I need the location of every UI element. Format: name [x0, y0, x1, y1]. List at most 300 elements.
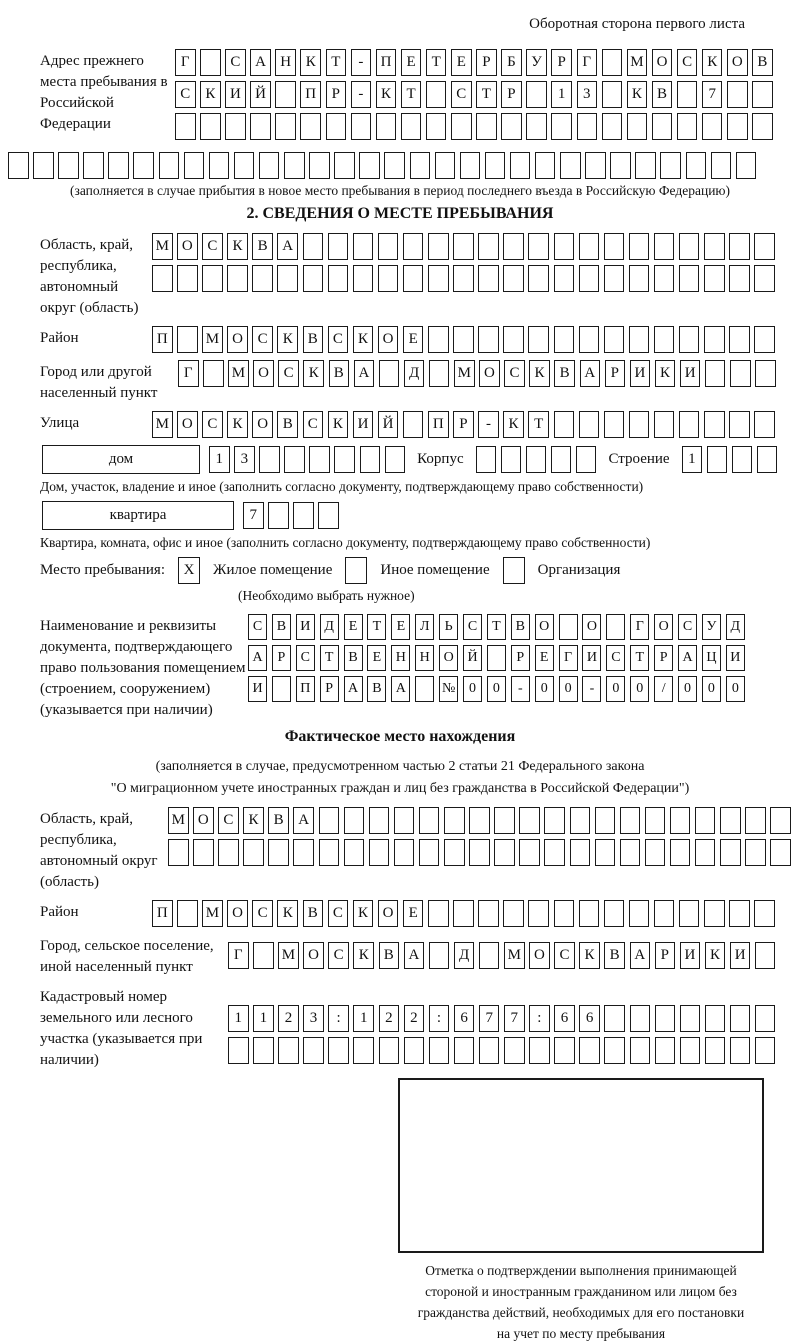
char-box[interactable]: А: [344, 676, 363, 702]
char-box[interactable]: С: [328, 942, 349, 969]
char-box[interactable]: [268, 502, 289, 529]
char-box[interactable]: [344, 839, 365, 866]
char-box[interactable]: Д: [454, 942, 475, 969]
char-box[interactable]: И: [680, 360, 701, 387]
char-box[interactable]: [570, 839, 591, 866]
char-box[interactable]: [469, 839, 490, 866]
char-box[interactable]: В: [752, 49, 773, 76]
char-box[interactable]: Й: [378, 411, 399, 438]
char-box[interactable]: В: [272, 614, 291, 640]
char-box[interactable]: [629, 900, 650, 927]
char-box[interactable]: О: [177, 233, 198, 260]
char-box[interactable]: [554, 411, 575, 438]
char-box[interactable]: [560, 152, 581, 179]
char-box[interactable]: [384, 152, 405, 179]
char-box[interactable]: [528, 326, 549, 353]
char-box[interactable]: [202, 265, 223, 292]
char-box[interactable]: К: [529, 360, 550, 387]
char-box[interactable]: [577, 113, 598, 140]
char-box[interactable]: 3: [577, 81, 598, 108]
char-box[interactable]: Н: [275, 49, 296, 76]
char-box[interactable]: [629, 233, 650, 260]
char-box[interactable]: В: [252, 233, 273, 260]
char-box[interactable]: [727, 81, 748, 108]
char-box[interactable]: М: [152, 411, 173, 438]
char-box[interactable]: [704, 326, 725, 353]
char-box[interactable]: [705, 360, 726, 387]
char-box[interactable]: [754, 900, 775, 927]
char-box[interactable]: [453, 326, 474, 353]
char-box[interactable]: [501, 446, 522, 473]
char-box[interactable]: [554, 900, 575, 927]
char-box[interactable]: [478, 900, 499, 927]
char-box[interactable]: 7: [702, 81, 723, 108]
char-box[interactable]: А: [248, 645, 267, 671]
char-box[interactable]: [428, 265, 449, 292]
char-box[interactable]: №: [439, 676, 458, 702]
char-box[interactable]: А: [630, 942, 651, 969]
char-box[interactable]: [679, 233, 700, 260]
char-box[interactable]: [705, 1005, 726, 1032]
char-box[interactable]: М: [278, 942, 299, 969]
char-box[interactable]: [730, 1037, 751, 1064]
char-box[interactable]: Т: [476, 81, 497, 108]
char-box[interactable]: [243, 839, 264, 866]
char-box[interactable]: Т: [528, 411, 549, 438]
char-box[interactable]: [729, 326, 750, 353]
char-box[interactable]: [654, 326, 675, 353]
char-box[interactable]: Р: [320, 676, 339, 702]
char-box[interactable]: [58, 152, 79, 179]
char-box[interactable]: [435, 152, 456, 179]
char-box[interactable]: Й: [463, 645, 482, 671]
char-box[interactable]: О: [529, 942, 550, 969]
char-box[interactable]: [529, 1037, 550, 1064]
char-box[interactable]: [303, 265, 324, 292]
char-box[interactable]: [579, 326, 600, 353]
char-box[interactable]: -: [511, 676, 530, 702]
char-box[interactable]: [754, 265, 775, 292]
char-box[interactable]: [754, 326, 775, 353]
char-box[interactable]: 7: [504, 1005, 525, 1032]
char-box[interactable]: [293, 502, 314, 529]
char-box[interactable]: 1: [682, 446, 703, 473]
char-box[interactable]: [732, 446, 753, 473]
char-box[interactable]: [478, 326, 499, 353]
char-box[interactable]: 0: [487, 676, 506, 702]
char-box[interactable]: А: [293, 807, 314, 834]
char-box[interactable]: 1: [253, 1005, 274, 1032]
char-box[interactable]: С: [328, 326, 349, 353]
char-box[interactable]: [453, 900, 474, 927]
char-box[interactable]: С: [202, 233, 223, 260]
char-box[interactable]: Г: [228, 942, 249, 969]
char-box[interactable]: [379, 360, 400, 387]
char-box[interactable]: [272, 676, 291, 702]
char-box[interactable]: М: [202, 900, 223, 927]
char-box[interactable]: [604, 411, 625, 438]
char-box[interactable]: Р: [453, 411, 474, 438]
char-box[interactable]: [579, 265, 600, 292]
char-box[interactable]: О: [439, 645, 458, 671]
char-box[interactable]: К: [353, 900, 374, 927]
char-box[interactable]: [369, 839, 390, 866]
char-box[interactable]: О: [535, 614, 554, 640]
char-box[interactable]: 0: [702, 676, 721, 702]
char-box[interactable]: [585, 152, 606, 179]
char-box[interactable]: 2: [278, 1005, 299, 1032]
char-box[interactable]: [570, 807, 591, 834]
char-box[interactable]: С: [303, 411, 324, 438]
char-box[interactable]: [378, 265, 399, 292]
char-box[interactable]: К: [579, 942, 600, 969]
char-box[interactable]: С: [606, 645, 625, 671]
char-box[interactable]: [479, 942, 500, 969]
char-box[interactable]: К: [227, 233, 248, 260]
char-box[interactable]: С: [278, 360, 299, 387]
char-box[interactable]: [460, 152, 481, 179]
char-box[interactable]: С: [175, 81, 196, 108]
char-box[interactable]: А: [580, 360, 601, 387]
char-box[interactable]: П: [428, 411, 449, 438]
char-box[interactable]: 3: [303, 1005, 324, 1032]
char-box[interactable]: [469, 807, 490, 834]
char-box[interactable]: О: [252, 411, 273, 438]
char-box[interactable]: О: [582, 614, 601, 640]
char-box[interactable]: А: [404, 942, 425, 969]
char-box[interactable]: К: [705, 942, 726, 969]
char-box[interactable]: [379, 1037, 400, 1064]
char-box[interactable]: 0: [463, 676, 482, 702]
char-box[interactable]: [645, 839, 666, 866]
char-box[interactable]: [394, 839, 415, 866]
char-box[interactable]: [635, 152, 656, 179]
char-box[interactable]: [268, 839, 289, 866]
char-box[interactable]: [328, 1037, 349, 1064]
char-box[interactable]: [376, 113, 397, 140]
char-box[interactable]: К: [243, 807, 264, 834]
char-box[interactable]: [83, 152, 104, 179]
char-box[interactable]: К: [627, 81, 648, 108]
char-box[interactable]: [253, 942, 274, 969]
char-box[interactable]: Ц: [702, 645, 721, 671]
char-box[interactable]: [729, 411, 750, 438]
char-box[interactable]: [503, 233, 524, 260]
char-box[interactable]: С: [252, 900, 273, 927]
char-box[interactable]: [426, 81, 447, 108]
char-box[interactable]: И: [225, 81, 246, 108]
char-box[interactable]: В: [303, 900, 324, 927]
char-box[interactable]: [415, 676, 434, 702]
char-box[interactable]: [679, 265, 700, 292]
char-box[interactable]: Е: [391, 614, 410, 640]
char-box[interactable]: [360, 446, 381, 473]
char-box[interactable]: [754, 411, 775, 438]
char-box[interactable]: И: [296, 614, 315, 640]
char-box[interactable]: [695, 807, 716, 834]
char-box[interactable]: [275, 81, 296, 108]
char-box[interactable]: [559, 614, 578, 640]
char-box[interactable]: [209, 152, 230, 179]
char-box[interactable]: Т: [487, 614, 506, 640]
char-box[interactable]: С: [252, 326, 273, 353]
char-box[interactable]: 6: [554, 1005, 575, 1032]
char-box[interactable]: [679, 411, 700, 438]
char-box[interactable]: М: [228, 360, 249, 387]
char-box[interactable]: С: [677, 49, 698, 76]
char-box[interactable]: [755, 1005, 776, 1032]
char-box[interactable]: В: [379, 942, 400, 969]
char-box[interactable]: :: [328, 1005, 349, 1032]
char-box[interactable]: [259, 152, 280, 179]
char-box[interactable]: [359, 152, 380, 179]
char-box[interactable]: В: [367, 676, 386, 702]
char-box[interactable]: [253, 1037, 274, 1064]
char-box[interactable]: [711, 152, 732, 179]
char-box[interactable]: 6: [454, 1005, 475, 1032]
char-box[interactable]: [554, 233, 575, 260]
char-box[interactable]: Р: [655, 942, 676, 969]
char-box[interactable]: [277, 265, 298, 292]
char-box[interactable]: С: [328, 900, 349, 927]
char-box[interactable]: С: [218, 807, 239, 834]
char-box[interactable]: [645, 807, 666, 834]
char-box[interactable]: [752, 81, 773, 108]
char-box[interactable]: [177, 326, 198, 353]
organization-checkbox[interactable]: [503, 557, 525, 584]
char-box[interactable]: [175, 113, 196, 140]
char-box[interactable]: М: [504, 942, 525, 969]
char-box[interactable]: [729, 233, 750, 260]
char-box[interactable]: С: [463, 614, 482, 640]
char-box[interactable]: Т: [367, 614, 386, 640]
char-box[interactable]: [770, 839, 791, 866]
char-box[interactable]: [704, 233, 725, 260]
char-box[interactable]: [519, 839, 540, 866]
char-box[interactable]: [655, 1005, 676, 1032]
char-box[interactable]: [629, 326, 650, 353]
char-box[interactable]: [554, 326, 575, 353]
char-box[interactable]: 0: [678, 676, 697, 702]
char-box[interactable]: [604, 233, 625, 260]
char-box[interactable]: Й: [250, 81, 271, 108]
char-box[interactable]: [168, 839, 189, 866]
char-box[interactable]: О: [303, 942, 324, 969]
char-box[interactable]: Г: [559, 645, 578, 671]
char-box[interactable]: [293, 839, 314, 866]
char-box[interactable]: [629, 265, 650, 292]
char-box[interactable]: Р: [511, 645, 530, 671]
char-box[interactable]: [303, 1037, 324, 1064]
char-box[interactable]: [501, 113, 522, 140]
char-box[interactable]: Ь: [439, 614, 458, 640]
char-box[interactable]: [152, 265, 173, 292]
char-box[interactable]: [579, 900, 600, 927]
char-box[interactable]: [677, 113, 698, 140]
char-box[interactable]: О: [479, 360, 500, 387]
char-box[interactable]: [369, 807, 390, 834]
char-box[interactable]: [730, 1005, 751, 1032]
char-box[interactable]: К: [300, 49, 321, 76]
char-box[interactable]: 7: [479, 1005, 500, 1032]
char-box[interactable]: Г: [577, 49, 598, 76]
char-box[interactable]: [579, 411, 600, 438]
char-box[interactable]: [479, 1037, 500, 1064]
char-box[interactable]: Д: [726, 614, 745, 640]
char-box[interactable]: К: [200, 81, 221, 108]
char-box[interactable]: [704, 265, 725, 292]
char-box[interactable]: Р: [501, 81, 522, 108]
char-box[interactable]: Р: [605, 360, 626, 387]
char-box[interactable]: В: [344, 645, 363, 671]
char-box[interactable]: [604, 265, 625, 292]
char-box[interactable]: [33, 152, 54, 179]
char-box[interactable]: [353, 265, 374, 292]
char-box[interactable]: О: [177, 411, 198, 438]
char-box[interactable]: [602, 49, 623, 76]
char-box[interactable]: Н: [391, 645, 410, 671]
char-box[interactable]: П: [152, 326, 173, 353]
char-box[interactable]: [704, 900, 725, 927]
char-box[interactable]: [328, 233, 349, 260]
char-box[interactable]: [478, 265, 499, 292]
char-box[interactable]: [526, 446, 547, 473]
char-box[interactable]: [755, 360, 776, 387]
char-box[interactable]: К: [328, 411, 349, 438]
char-box[interactable]: [177, 900, 198, 927]
char-box[interactable]: У: [702, 614, 721, 640]
char-box[interactable]: Р: [654, 645, 673, 671]
char-box[interactable]: Р: [476, 49, 497, 76]
char-box[interactable]: Е: [403, 900, 424, 927]
char-box[interactable]: О: [227, 900, 248, 927]
char-box[interactable]: [503, 326, 524, 353]
char-box[interactable]: [428, 233, 449, 260]
char-box[interactable]: И: [582, 645, 601, 671]
char-box[interactable]: -: [351, 49, 372, 76]
char-box[interactable]: [200, 113, 221, 140]
char-box[interactable]: [679, 900, 700, 927]
char-box[interactable]: 1: [551, 81, 572, 108]
char-box[interactable]: [595, 839, 616, 866]
char-box[interactable]: [604, 326, 625, 353]
char-box[interactable]: [184, 152, 205, 179]
char-box[interactable]: П: [152, 900, 173, 927]
char-box[interactable]: [252, 265, 273, 292]
char-box[interactable]: [720, 839, 741, 866]
char-box[interactable]: К: [503, 411, 524, 438]
char-box[interactable]: [300, 113, 321, 140]
char-box[interactable]: [444, 807, 465, 834]
char-box[interactable]: Е: [401, 49, 422, 76]
char-box[interactable]: [677, 81, 698, 108]
char-box[interactable]: [318, 502, 339, 529]
char-box[interactable]: [729, 900, 750, 927]
char-box[interactable]: [319, 839, 340, 866]
char-box[interactable]: Е: [451, 49, 472, 76]
char-box[interactable]: [745, 839, 766, 866]
char-box[interactable]: [595, 807, 616, 834]
char-box[interactable]: [770, 807, 791, 834]
char-box[interactable]: [610, 152, 631, 179]
char-box[interactable]: Т: [401, 81, 422, 108]
char-box[interactable]: [419, 807, 440, 834]
char-box[interactable]: В: [303, 326, 324, 353]
char-box[interactable]: К: [303, 360, 324, 387]
char-box[interactable]: В: [329, 360, 350, 387]
other-premises-checkbox[interactable]: [345, 557, 367, 584]
char-box[interactable]: [426, 113, 447, 140]
char-box[interactable]: 1: [353, 1005, 374, 1032]
char-box[interactable]: И: [680, 942, 701, 969]
char-box[interactable]: [444, 839, 465, 866]
char-box[interactable]: [451, 113, 472, 140]
char-box[interactable]: [730, 360, 751, 387]
char-box[interactable]: О: [654, 614, 673, 640]
char-box[interactable]: [303, 233, 324, 260]
char-box[interactable]: [579, 233, 600, 260]
char-box[interactable]: [326, 113, 347, 140]
char-box[interactable]: [259, 446, 280, 473]
char-box[interactable]: [476, 113, 497, 140]
char-box[interactable]: О: [193, 807, 214, 834]
char-box[interactable]: [695, 839, 716, 866]
char-box[interactable]: [528, 265, 549, 292]
char-box[interactable]: [453, 233, 474, 260]
char-box[interactable]: [679, 326, 700, 353]
char-box[interactable]: С: [248, 614, 267, 640]
char-box[interactable]: [579, 1037, 600, 1064]
char-box[interactable]: 2: [379, 1005, 400, 1032]
char-box[interactable]: [193, 839, 214, 866]
char-box[interactable]: [429, 360, 450, 387]
char-box[interactable]: В: [511, 614, 530, 640]
char-box[interactable]: [686, 152, 707, 179]
char-box[interactable]: [554, 265, 575, 292]
char-box[interactable]: [535, 152, 556, 179]
char-box[interactable]: [353, 1037, 374, 1064]
char-box[interactable]: [177, 265, 198, 292]
char-box[interactable]: [328, 265, 349, 292]
char-box[interactable]: М: [168, 807, 189, 834]
char-box[interactable]: [655, 1037, 676, 1064]
char-box[interactable]: К: [227, 411, 248, 438]
char-box[interactable]: К: [702, 49, 723, 76]
char-box[interactable]: Г: [178, 360, 199, 387]
char-box[interactable]: 0: [535, 676, 554, 702]
char-box[interactable]: [754, 233, 775, 260]
char-box[interactable]: [544, 807, 565, 834]
char-box[interactable]: [604, 900, 625, 927]
char-box[interactable]: [727, 113, 748, 140]
char-box[interactable]: [394, 807, 415, 834]
char-box[interactable]: П: [376, 49, 397, 76]
char-box[interactable]: Р: [326, 81, 347, 108]
char-box[interactable]: [702, 113, 723, 140]
char-box[interactable]: М: [454, 360, 475, 387]
char-box[interactable]: [454, 1037, 475, 1064]
char-box[interactable]: [410, 152, 431, 179]
char-box[interactable]: [228, 1037, 249, 1064]
char-box[interactable]: [319, 807, 340, 834]
char-box[interactable]: Т: [320, 645, 339, 671]
char-box[interactable]: [494, 807, 515, 834]
char-box[interactable]: [453, 265, 474, 292]
char-box[interactable]: [755, 942, 776, 969]
char-box[interactable]: М: [202, 326, 223, 353]
char-box[interactable]: И: [726, 645, 745, 671]
char-box[interactable]: [227, 265, 248, 292]
